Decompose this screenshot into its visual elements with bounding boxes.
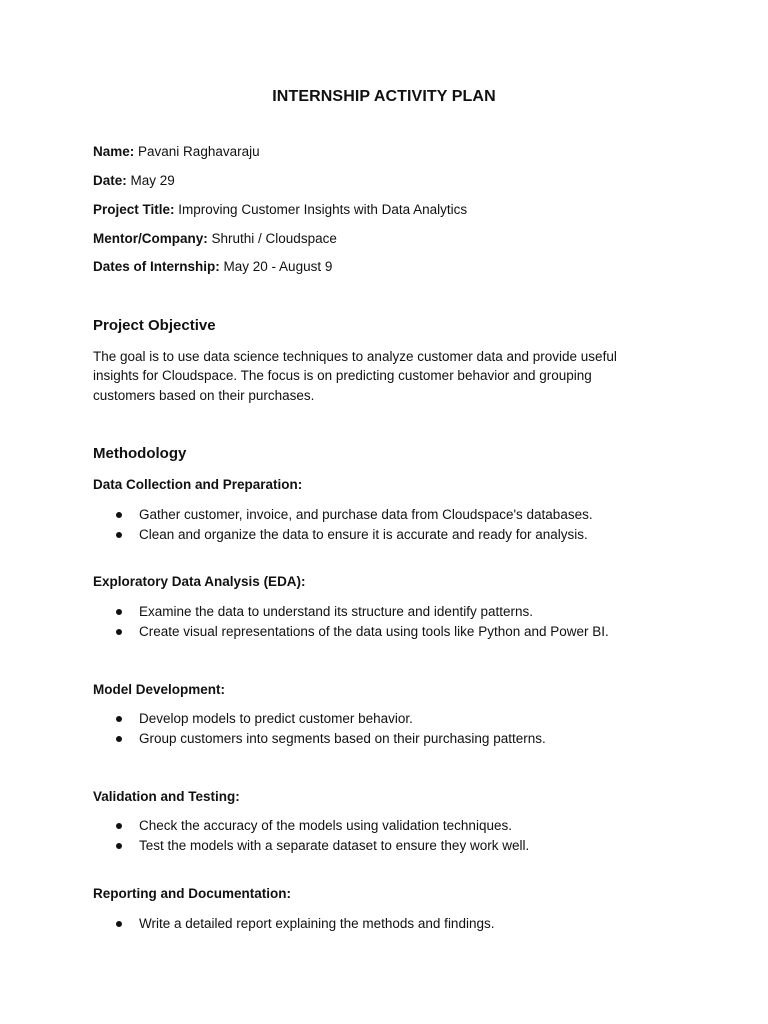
list-item-text: Develop models to predict customer behavior.	[139, 711, 413, 726]
list-item-text: Create visual representations of the data using tools like Python and Power BI.	[139, 624, 609, 639]
list-item-text: Check the accuracy of the models using validation techniques.	[139, 818, 512, 833]
list-item-text: Examine the data to understand its structure and identify patterns.	[139, 604, 533, 619]
field-value: Shruthi / Cloudspace	[211, 231, 337, 246]
bullet-icon	[116, 843, 122, 849]
bullet-icon	[116, 609, 122, 615]
bullet-icon	[116, 532, 122, 538]
field-internship-dates	[93, 258, 332, 276]
list-item-text: Group customers into segments based on their purchasing patterns.	[139, 731, 546, 746]
field-value: Improving Customer Insights with Data Analytics	[178, 202, 468, 217]
bullet-icon	[116, 716, 122, 722]
paragraph-line: The goal is to use data science techniques to analyze customer data and provide useful	[93, 349, 617, 364]
list-item-text: Test the models with a separate dataset to ensure they work well.	[139, 838, 530, 853]
bullet-icon	[116, 629, 122, 635]
field-mentor-company	[93, 230, 337, 248]
bullet-icon	[116, 736, 122, 742]
section-title-eda: Exploratory Data Analysis (EDA):	[93, 574, 306, 589]
bullet-icon	[116, 512, 122, 518]
list-item-text: Gather customer, invoice, and purchase data from Cloudspace's databases.	[139, 507, 593, 522]
section-title-validation-testing: Validation and Testing:	[93, 789, 240, 804]
section-title-model-development: Model Development:	[93, 682, 226, 697]
list-item-text: Clean and organize the data to ensure it is accurate and ready for analysis.	[139, 527, 588, 542]
list-item-text: Write a detailed report explaining the methods and findings.	[139, 916, 495, 931]
field-value: May 29	[130, 173, 175, 188]
field-label: Project Title:	[93, 202, 175, 217]
field-project-title	[93, 201, 467, 219]
bullet-icon	[116, 823, 122, 829]
field-name	[93, 143, 260, 161]
field-date	[93, 172, 175, 190]
paragraph-line: insights for Cloudspace. The focus is on predicting customer behavior and grouping	[93, 368, 592, 384]
field-label: Date:	[93, 173, 127, 188]
objective-paragraph	[93, 347, 653, 405]
objective-heading: Project Objective	[93, 317, 216, 334]
field-value: Pavani Raghavaraju	[138, 144, 260, 159]
field-value: May 20 - August 9	[223, 259, 333, 274]
section-title-reporting-documentation: Reporting and Documentation:	[93, 886, 291, 901]
bullet-icon	[116, 921, 122, 927]
field-label: Mentor/Company:	[93, 231, 208, 246]
field-label: Dates of Internship:	[93, 259, 220, 274]
document-title: INTERNSHIP ACTIVITY PLAN	[272, 88, 496, 105]
field-label: Name:	[93, 144, 135, 159]
paragraph-line: customers based on their purchases.	[93, 387, 315, 403]
section-title-data-collection: Data Collection and Preparation:	[93, 477, 303, 492]
methodology-heading: Methodology	[93, 445, 187, 462]
